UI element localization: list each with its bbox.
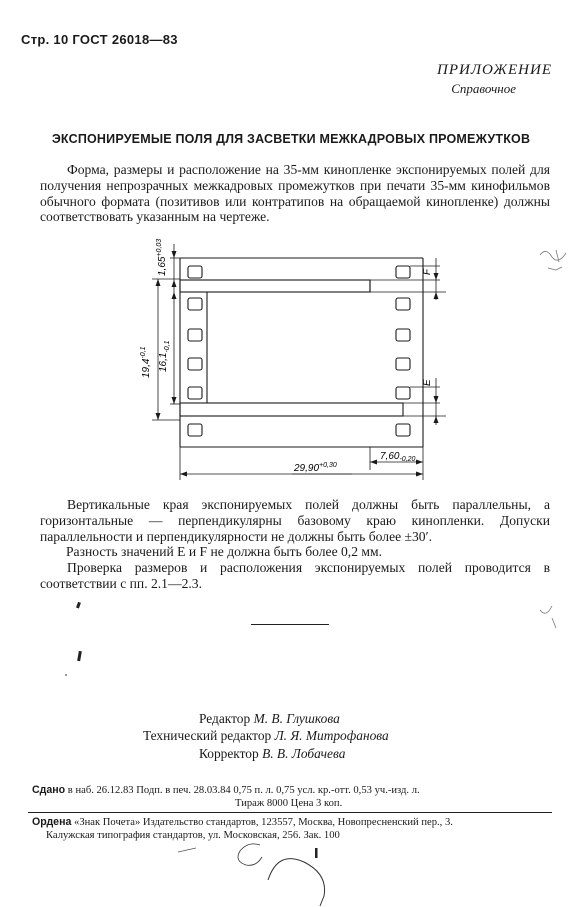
intro-paragraph: Форма, размеры и расположение на 35-мм кинопленке экспонируемых полей для получения непрозрачных межкадровых промежутков при печати 35-мм кинофильмов обычного формата (позитивов или контратипов на обращаемой кинопленке) должны соответствовать указанным на чертеже. [40,162,550,225]
perforation [396,387,410,399]
perforation [188,266,202,278]
perforation [396,424,410,436]
paragraph-tolerances: Вертикальные края экспонируемых полей должны быть параллельны, а горизонтальные — перпендикулярны базовому краю кинопленки. Допуски параллельности и перпендикулярности не должны быть более ±30′. [40,497,550,544]
imprint-circulation: Тираж 8000 Цена 3 коп. [235,798,343,809]
credit-name: Л. Я. Митрофанова [274,728,389,743]
imprint-line: в наб. 26.12.83 Подп. в печ. 28.03.84 0,75 п. л. 0,75 усл. кр.-отт. 0,53 уч.-изд. л. [67,785,420,796]
imprint-publisher [32,816,556,829]
perforation [188,424,202,436]
perforation [396,266,410,278]
perforation [188,387,202,399]
label-f: F [422,268,433,275]
dim-left-inner-label: $16,1_{-0,1}$ [158,340,171,372]
perforation [396,329,410,341]
page-header: Стр. 10 ГОСТ 26018—83 [21,32,178,47]
credit-name: М. В. Глушкова [253,711,340,726]
credit-tech-editor [143,727,389,745]
imprint-label: Сдано [32,784,66,796]
credit-role: Редактор [199,711,251,726]
exposure-field-bottom [180,403,403,416]
dim-left-outer-label: $19,4^{-0,1}$ [140,346,152,378]
section-title: ЭКСПОНИРУЕМЫЕ ПОЛЯ ДЛЯ ЗАСВЕТКИ МЕЖКАДРОВЫХ ПРОМЕЖУТКОВ [51,132,531,146]
perforation [188,358,202,370]
credit-role: Технический редактор [143,728,272,743]
separator-rule [251,624,329,625]
perforation [188,298,202,310]
appendix-subtitle: Справочное [451,81,516,96]
credit-editor [199,710,340,728]
imprint-rule [28,812,552,813]
perforation [396,358,410,370]
credit-role: Корректор [199,746,259,761]
dim-top-label: $1,65^{+0,03}$ [156,238,168,276]
imprint-line: «Знак Почета» Издательство стандартов, 123557, Москва, Новопресненский пер., 3. [74,817,453,828]
dim-bottom-right-label: $7,60_{-0,20}$ [380,451,416,463]
label-e: E [422,379,433,386]
perforation [396,298,410,310]
perforation [188,329,202,341]
dim-bottom-width-label: $29,90^{+0,30}$ [294,462,337,474]
credit-proofreader [199,745,345,763]
appendix-title: ПРИЛОЖЕНИЕ [437,62,552,78]
paragraph-inspection: Проверка размеров и расположения экспонируемых полей проводится в соответствии с пп. 2.1—2.3. [40,560,550,591]
exposure-field-top [180,280,370,292]
credit-name: В. В. Лобачева [262,746,346,761]
paragraph-difference: Разность значений E и F не должна быть более 0,2 мм. [66,544,382,559]
imprint-label: Ордена [32,816,72,828]
imprint-print-info [32,784,552,797]
imprint-typography: Калужская типография стандартов, ул. Московская, 256. Зак. 100 [46,830,340,841]
